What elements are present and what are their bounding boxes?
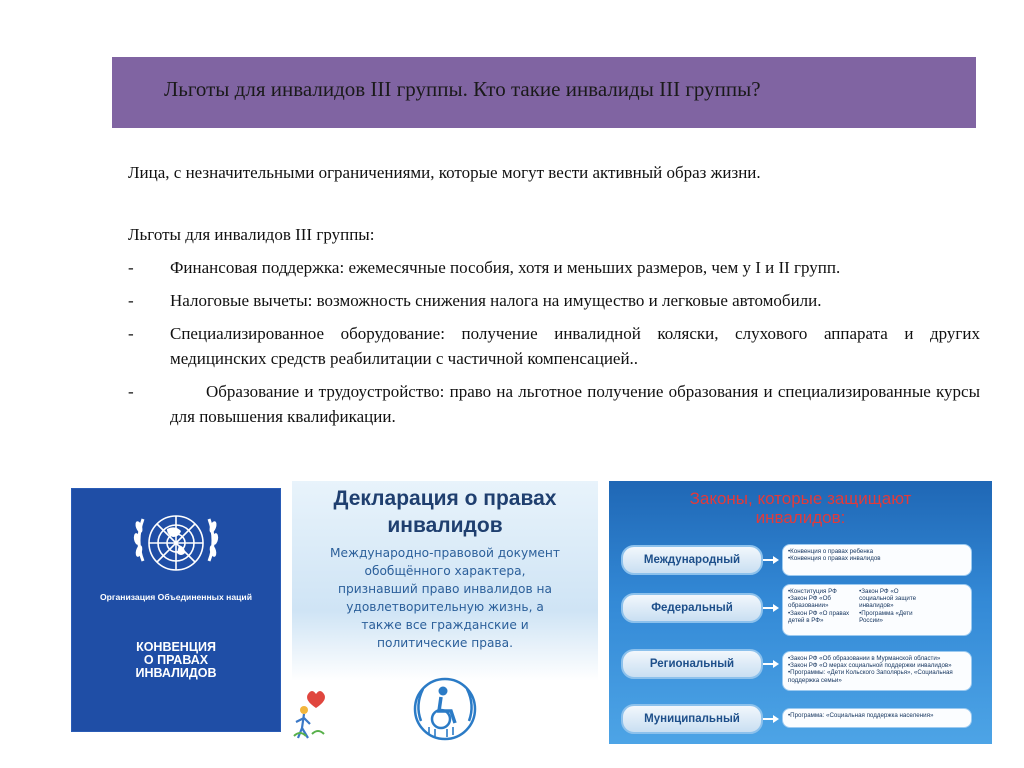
federal-col-1 bbox=[788, 588, 849, 632]
un-emblem-icon bbox=[117, 505, 235, 589]
bullet-dash: - bbox=[128, 258, 134, 277]
law-line: •Конвенция о правах инвалидов bbox=[788, 555, 881, 563]
international-laws-box bbox=[782, 544, 972, 576]
un-convention-cover bbox=[71, 488, 281, 732]
arrow-icon bbox=[763, 607, 777, 609]
law-line: •Закон РФ «О мерах социальной поддержки инвалидов» bbox=[788, 662, 952, 670]
law-line: •Программа «Дети bbox=[859, 609, 913, 617]
law-line: •Программы: «Дети Кольского Заполярья», «Социальная bbox=[788, 669, 953, 677]
federal-laws-box bbox=[782, 584, 972, 636]
declaration-description bbox=[302, 544, 588, 652]
law-line: •Закон РФ «Об bbox=[788, 595, 831, 603]
convention-title-line: ИНВАЛИДОВ bbox=[135, 666, 217, 680]
law-line: •Программа: «Социальная поддержка населения» bbox=[788, 712, 934, 719]
convention-title-line: О ПРАВАХ bbox=[143, 653, 209, 667]
bullet-dash: - bbox=[128, 382, 134, 401]
bullet-dash: - bbox=[128, 291, 134, 310]
law-line: образовании» bbox=[788, 602, 829, 610]
law-line: инвалидов» bbox=[859, 602, 894, 610]
federal-col-2 bbox=[859, 588, 916, 632]
laws-heading-line: инвалидов: bbox=[755, 508, 846, 527]
level-federal: Федеральный bbox=[621, 593, 763, 623]
arrow-icon bbox=[763, 559, 777, 561]
description-line: политические права. bbox=[377, 636, 513, 650]
law-line: поддержка семьи» bbox=[788, 676, 842, 684]
list-item bbox=[128, 321, 980, 371]
slide-title: Льготы для инвалидов III группы. Кто такие инвалиды III группы? bbox=[164, 77, 761, 101]
description-line: Международно-правовой документ bbox=[330, 546, 560, 560]
law-line: детей в РФ» bbox=[788, 616, 824, 624]
municipal-laws-box bbox=[782, 708, 972, 728]
list-item bbox=[128, 379, 980, 429]
level-municipal: Муниципальный bbox=[621, 704, 763, 734]
list-item-text: Образование и трудоустройство: право на льготное получение образования и специализированные курсы для повышения квалификации. bbox=[170, 382, 980, 426]
declaration-card bbox=[292, 481, 598, 751]
bullet-dash: - bbox=[128, 324, 134, 343]
declaration-heading-line: Декларация о правах bbox=[333, 487, 557, 510]
regional-laws-box bbox=[782, 651, 972, 691]
declaration-heading-line: инвалидов bbox=[387, 514, 503, 537]
children-drawing-icon bbox=[292, 686, 328, 746]
benefits-list bbox=[128, 255, 980, 437]
list-item-text: Специализированное оборудование: получение инвалидной коляски, слухового аппарата и других медицинских средств реабилитации с частичной компенсацией.. bbox=[170, 324, 980, 368]
description-line: обобщённого характера, bbox=[364, 564, 526, 578]
title-bar bbox=[112, 57, 976, 128]
level-regional: Региональный bbox=[621, 649, 763, 679]
list-item bbox=[128, 288, 980, 313]
description-line: также все гражданские и bbox=[361, 618, 529, 632]
un-org-name: Организация Объединенных наций bbox=[99, 592, 252, 602]
list-item-text: Финансовая поддержка: ежемесячные пособия, хотя и меньших размеров, чем у I и II групп. bbox=[170, 258, 841, 277]
laws-heading bbox=[609, 489, 992, 527]
law-line: •Конвенция о правах ребенка bbox=[788, 548, 874, 555]
law-line: России» bbox=[859, 616, 883, 624]
list-heading: Льготы для инвалидов III группы: bbox=[128, 225, 375, 244]
laws-infographic bbox=[609, 481, 992, 744]
law-line: •Закон РФ «О правах bbox=[788, 609, 850, 617]
arrow-icon bbox=[763, 718, 777, 720]
arrow-icon bbox=[763, 663, 777, 665]
convention-title-line: КОНВЕНЦИЯ bbox=[136, 640, 216, 654]
un-wheelchair-logo-icon bbox=[407, 671, 483, 747]
laws-heading-line: Законы, которые защищают bbox=[689, 489, 912, 508]
convention-title bbox=[72, 641, 280, 680]
intro-paragraph: Лица, с незначительными ограничениями, которые могут вести активный образ жизни. bbox=[128, 163, 761, 182]
description-line: признавший право инвалидов на bbox=[338, 582, 552, 596]
description-line: удовлетворительную жизнь, а bbox=[346, 600, 544, 614]
law-line: •Закон РФ «О bbox=[859, 588, 899, 595]
law-line: социальной защите bbox=[859, 595, 917, 603]
list-item-text: Налоговые вычеты: возможность снижения налога на имущество и легковые автомобили. bbox=[170, 291, 822, 310]
law-line: •Конституция РФ bbox=[788, 588, 837, 595]
declaration-heading bbox=[292, 485, 598, 539]
level-international: Международный bbox=[621, 545, 763, 575]
law-line: •Закон РФ «Об образовании в Мурманской области» bbox=[788, 655, 941, 662]
list-item bbox=[128, 255, 980, 280]
